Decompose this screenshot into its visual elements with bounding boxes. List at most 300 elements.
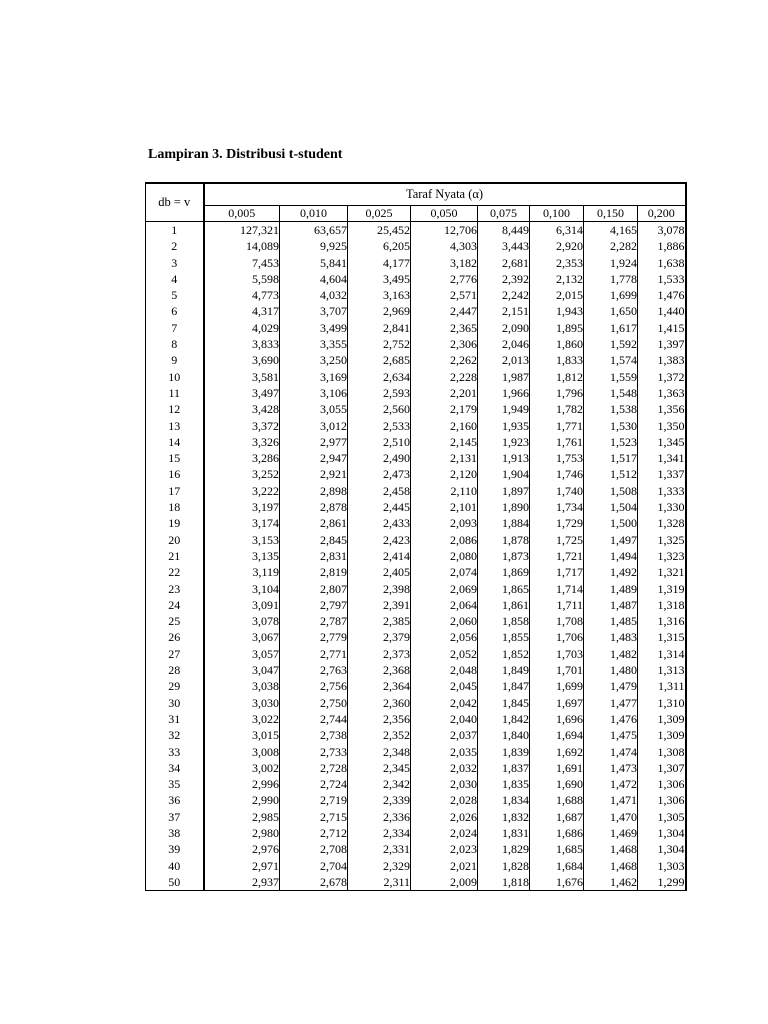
- value-cell: 2,819: [280, 564, 348, 580]
- db-cell: 5: [146, 287, 204, 303]
- value-cell: 3,008: [204, 744, 280, 760]
- value-cell: 1,533: [638, 271, 686, 287]
- value-cell: 2,776: [411, 271, 478, 287]
- value-cell: 1,904: [478, 466, 530, 482]
- value-cell: 2,032: [411, 760, 478, 776]
- value-cell: 1,592: [584, 336, 638, 352]
- value-cell: 3,169: [280, 369, 348, 385]
- level-header: 0,100: [530, 206, 584, 222]
- value-cell: 2,242: [478, 287, 530, 303]
- value-cell: 1,831: [478, 825, 530, 841]
- value-cell: 3,581: [204, 369, 280, 385]
- value-cell: 2,937: [204, 874, 280, 891]
- db-cell: 15: [146, 450, 204, 466]
- value-cell: 1,708: [530, 613, 584, 629]
- value-cell: 2,571: [411, 287, 478, 303]
- table-row: [146, 841, 686, 857]
- table-row: [146, 776, 686, 792]
- value-cell: 1,468: [584, 858, 638, 874]
- value-cell: 1,469: [584, 825, 638, 841]
- value-cell: 1,325: [638, 532, 686, 548]
- db-cell: 16: [146, 466, 204, 482]
- table-row: [146, 336, 686, 352]
- db-cell: 38: [146, 825, 204, 841]
- value-cell: 1,834: [478, 792, 530, 808]
- value-cell: 2,593: [348, 385, 411, 401]
- value-cell: 2,971: [204, 858, 280, 874]
- value-cell: 1,865: [478, 581, 530, 597]
- value-cell: 1,356: [638, 401, 686, 417]
- value-cell: 3,495: [348, 271, 411, 287]
- value-cell: 3,106: [280, 385, 348, 401]
- value-cell: 2,977: [280, 434, 348, 450]
- value-cell: 3,497: [204, 385, 280, 401]
- value-cell: 63,657: [280, 222, 348, 239]
- value-cell: 1,884: [478, 515, 530, 531]
- db-cell: 6: [146, 303, 204, 319]
- db-cell: 13: [146, 418, 204, 434]
- db-cell: 40: [146, 858, 204, 874]
- value-cell: 1,840: [478, 727, 530, 743]
- value-cell: 1,771: [530, 418, 584, 434]
- value-cell: 2,756: [280, 678, 348, 694]
- value-cell: 3,002: [204, 760, 280, 776]
- value-cell: 1,987: [478, 369, 530, 385]
- value-cell: 3,833: [204, 336, 280, 352]
- table-row: [146, 695, 686, 711]
- table-row: [146, 255, 686, 271]
- value-cell: 1,650: [584, 303, 638, 319]
- value-cell: 1,500: [584, 515, 638, 531]
- value-cell: 7,453: [204, 255, 280, 271]
- value-cell: 2,035: [411, 744, 478, 760]
- value-cell: 2,282: [584, 238, 638, 254]
- value-cell: 1,559: [584, 369, 638, 385]
- value-cell: 1,504: [584, 499, 638, 515]
- value-cell: 2,704: [280, 858, 348, 874]
- value-cell: 1,333: [638, 483, 686, 499]
- level-header: 0,005: [204, 206, 280, 222]
- value-cell: 3,252: [204, 466, 280, 482]
- value-cell: 1,895: [530, 320, 584, 336]
- value-cell: 2,015: [530, 287, 584, 303]
- value-cell: 1,476: [584, 711, 638, 727]
- value-cell: 2,797: [280, 597, 348, 613]
- value-cell: 3,153: [204, 532, 280, 548]
- value-cell: 1,796: [530, 385, 584, 401]
- value-cell: 2,678: [280, 874, 348, 891]
- table-row: [146, 646, 686, 662]
- value-cell: 1,833: [530, 352, 584, 368]
- value-cell: 1,316: [638, 613, 686, 629]
- value-cell: 1,479: [584, 678, 638, 694]
- value-cell: 1,849: [478, 662, 530, 678]
- value-cell: 1,688: [530, 792, 584, 808]
- value-cell: 2,080: [411, 548, 478, 564]
- value-cell: 3,135: [204, 548, 280, 564]
- value-cell: 2,738: [280, 727, 348, 743]
- value-cell: 1,943: [530, 303, 584, 319]
- value-cell: 1,328: [638, 515, 686, 531]
- value-cell: 2,980: [204, 825, 280, 841]
- value-cell: 1,761: [530, 434, 584, 450]
- value-cell: 2,947: [280, 450, 348, 466]
- value-cell: 2,334: [348, 825, 411, 841]
- value-cell: 3,707: [280, 303, 348, 319]
- value-cell: 3,012: [280, 418, 348, 434]
- value-cell: 1,485: [584, 613, 638, 629]
- value-cell: 2,379: [348, 629, 411, 645]
- value-cell: 1,878: [478, 532, 530, 548]
- value-cell: 1,306: [638, 792, 686, 808]
- value-cell: 1,311: [638, 678, 686, 694]
- value-cell: 1,345: [638, 434, 686, 450]
- value-cell: 1,476: [638, 287, 686, 303]
- value-cell: 1,638: [638, 255, 686, 271]
- value-cell: 2,779: [280, 629, 348, 645]
- table-row: [146, 532, 686, 548]
- value-cell: 1,740: [530, 483, 584, 499]
- value-cell: 1,753: [530, 450, 584, 466]
- db-cell: 1: [146, 222, 204, 239]
- value-cell: 1,721: [530, 548, 584, 564]
- value-cell: 2,473: [348, 466, 411, 482]
- value-cell: 1,315: [638, 629, 686, 645]
- value-cell: 1,372: [638, 369, 686, 385]
- db-cell: 39: [146, 841, 204, 857]
- db-cell: 36: [146, 792, 204, 808]
- value-cell: 1,711: [530, 597, 584, 613]
- value-cell: 1,855: [478, 629, 530, 645]
- value-cell: 1,837: [478, 760, 530, 776]
- value-cell: 2,373: [348, 646, 411, 662]
- value-cell: 1,746: [530, 466, 584, 482]
- value-cell: 1,440: [638, 303, 686, 319]
- value-cell: 1,782: [530, 401, 584, 417]
- value-cell: 9,925: [280, 238, 348, 254]
- value-cell: 1,309: [638, 727, 686, 743]
- value-cell: 2,110: [411, 483, 478, 499]
- value-cell: 2,490: [348, 450, 411, 466]
- value-cell: 2,201: [411, 385, 478, 401]
- db-cell: 12: [146, 401, 204, 417]
- value-cell: 1,676: [530, 874, 584, 891]
- value-cell: 1,494: [584, 548, 638, 564]
- value-cell: 6,205: [348, 238, 411, 254]
- value-cell: 1,684: [530, 858, 584, 874]
- value-cell: 2,744: [280, 711, 348, 727]
- value-cell: 2,045: [411, 678, 478, 694]
- value-cell: 1,508: [584, 483, 638, 499]
- value-cell: 1,363: [638, 385, 686, 401]
- table-row: [146, 450, 686, 466]
- value-cell: 3,355: [280, 336, 348, 352]
- value-cell: 1,306: [638, 776, 686, 792]
- table-row: [146, 385, 686, 401]
- value-cell: 2,331: [348, 841, 411, 857]
- value-cell: 2,179: [411, 401, 478, 417]
- level-header: 0,050: [411, 206, 478, 222]
- value-cell: 1,860: [530, 336, 584, 352]
- value-cell: 2,533: [348, 418, 411, 434]
- value-cell: 1,696: [530, 711, 584, 727]
- value-cell: 1,341: [638, 450, 686, 466]
- value-cell: 1,858: [478, 613, 530, 629]
- value-cell: 4,165: [584, 222, 638, 239]
- value-cell: 2,724: [280, 776, 348, 792]
- table-row: [146, 874, 686, 891]
- value-cell: 1,687: [530, 809, 584, 825]
- db-cell: 22: [146, 564, 204, 580]
- value-cell: 1,477: [584, 695, 638, 711]
- value-cell: 2,052: [411, 646, 478, 662]
- table-row: [146, 727, 686, 743]
- value-cell: 1,835: [478, 776, 530, 792]
- value-cell: 2,060: [411, 613, 478, 629]
- table-row: [146, 499, 686, 515]
- value-cell: 4,029: [204, 320, 280, 336]
- value-cell: 2,445: [348, 499, 411, 515]
- alpha-header: Taraf Nyata (α): [204, 183, 686, 206]
- value-cell: 2,423: [348, 532, 411, 548]
- table-row: [146, 760, 686, 776]
- value-cell: 2,040: [411, 711, 478, 727]
- db-cell: 11: [146, 385, 204, 401]
- value-cell: 3,015: [204, 727, 280, 743]
- value-cell: 2,763: [280, 662, 348, 678]
- value-cell: 3,443: [478, 238, 530, 254]
- value-cell: 2,037: [411, 727, 478, 743]
- value-cell: 1,778: [584, 271, 638, 287]
- value-cell: 2,685: [348, 352, 411, 368]
- value-cell: 3,078: [204, 613, 280, 629]
- value-cell: 3,182: [411, 255, 478, 271]
- table-row: [146, 418, 686, 434]
- db-cell: 24: [146, 597, 204, 613]
- db-cell: 21: [146, 548, 204, 564]
- value-cell: 1,468: [584, 841, 638, 857]
- value-cell: 2,560: [348, 401, 411, 417]
- value-cell: 1,692: [530, 744, 584, 760]
- value-cell: 3,119: [204, 564, 280, 580]
- value-cell: 1,483: [584, 629, 638, 645]
- db-cell: 9: [146, 352, 204, 368]
- value-cell: 2,101: [411, 499, 478, 515]
- value-cell: 2,845: [280, 532, 348, 548]
- value-cell: 3,690: [204, 352, 280, 368]
- value-cell: 1,861: [478, 597, 530, 613]
- value-cell: 1,691: [530, 760, 584, 776]
- value-cell: 2,368: [348, 662, 411, 678]
- value-cell: 1,304: [638, 841, 686, 857]
- value-cell: 2,131: [411, 450, 478, 466]
- value-cell: 1,935: [478, 418, 530, 434]
- value-cell: 1,699: [530, 678, 584, 694]
- value-cell: 2,831: [280, 548, 348, 564]
- value-cell: 2,090: [478, 320, 530, 336]
- value-cell: 3,030: [204, 695, 280, 711]
- value-cell: 1,686: [530, 825, 584, 841]
- value-cell: 2,342: [348, 776, 411, 792]
- value-cell: 2,712: [280, 825, 348, 841]
- db-cell: 26: [146, 629, 204, 645]
- value-cell: 1,474: [584, 744, 638, 760]
- value-cell: 1,890: [478, 499, 530, 515]
- db-cell: 37: [146, 809, 204, 825]
- value-cell: 1,847: [478, 678, 530, 694]
- value-cell: 1,717: [530, 564, 584, 580]
- value-cell: 2,414: [348, 548, 411, 564]
- db-cell: 8: [146, 336, 204, 352]
- value-cell: 2,750: [280, 695, 348, 711]
- value-cell: 1,839: [478, 744, 530, 760]
- page-title: Lampiran 3. Distribusi t-student: [148, 147, 343, 162]
- value-cell: 3,250: [280, 352, 348, 368]
- value-cell: 3,047: [204, 662, 280, 678]
- value-cell: 3,174: [204, 515, 280, 531]
- table-row: [146, 613, 686, 629]
- value-cell: 1,462: [584, 874, 638, 891]
- value-cell: 1,482: [584, 646, 638, 662]
- table-row: [146, 369, 686, 385]
- value-cell: 1,617: [584, 320, 638, 336]
- value-cell: 1,818: [478, 874, 530, 891]
- value-cell: 4,604: [280, 271, 348, 287]
- value-cell: 1,701: [530, 662, 584, 678]
- value-cell: 2,311: [348, 874, 411, 891]
- value-cell: 2,391: [348, 597, 411, 613]
- value-cell: 2,681: [478, 255, 530, 271]
- value-cell: 1,323: [638, 548, 686, 564]
- value-cell: 2,048: [411, 662, 478, 678]
- value-cell: 1,869: [478, 564, 530, 580]
- db-cell: 28: [146, 662, 204, 678]
- value-cell: 1,690: [530, 776, 584, 792]
- value-cell: 14,089: [204, 238, 280, 254]
- value-cell: 1,473: [584, 760, 638, 776]
- value-cell: 1,471: [584, 792, 638, 808]
- value-cell: 2,086: [411, 532, 478, 548]
- value-cell: 2,336: [348, 809, 411, 825]
- db-cell: 30: [146, 695, 204, 711]
- value-cell: 2,364: [348, 678, 411, 694]
- value-cell: 3,022: [204, 711, 280, 727]
- value-cell: 1,548: [584, 385, 638, 401]
- db-cell: 10: [146, 369, 204, 385]
- level-header: 0,075: [478, 206, 530, 222]
- value-cell: 1,734: [530, 499, 584, 515]
- value-cell: 1,913: [478, 450, 530, 466]
- db-cell: 2: [146, 238, 204, 254]
- level-header: 0,150: [584, 206, 638, 222]
- value-cell: 2,151: [478, 303, 530, 319]
- value-cell: 1,319: [638, 581, 686, 597]
- value-cell: 1,923: [478, 434, 530, 450]
- value-cell: 1,924: [584, 255, 638, 271]
- table-row: [146, 287, 686, 303]
- db-cell: 4: [146, 271, 204, 287]
- table-row: [146, 352, 686, 368]
- value-cell: 2,985: [204, 809, 280, 825]
- db-cell: 31: [146, 711, 204, 727]
- value-cell: 1,685: [530, 841, 584, 857]
- value-cell: 2,028: [411, 792, 478, 808]
- value-cell: 1,530: [584, 418, 638, 434]
- value-cell: 2,056: [411, 629, 478, 645]
- value-cell: 8,449: [478, 222, 530, 239]
- table-row: [146, 434, 686, 450]
- table-row: [146, 858, 686, 874]
- value-cell: 2,752: [348, 336, 411, 352]
- value-cell: 1,694: [530, 727, 584, 743]
- value-cell: 3,057: [204, 646, 280, 662]
- table-row: [146, 515, 686, 531]
- value-cell: 1,304: [638, 825, 686, 841]
- value-cell: 2,074: [411, 564, 478, 580]
- db-cell: 25: [146, 613, 204, 629]
- value-cell: 3,499: [280, 320, 348, 336]
- db-cell: 50: [146, 874, 204, 891]
- value-cell: 2,356: [348, 711, 411, 727]
- value-cell: 25,452: [348, 222, 411, 239]
- value-cell: 2,093: [411, 515, 478, 531]
- table-row: [146, 809, 686, 825]
- value-cell: 1,350: [638, 418, 686, 434]
- value-cell: 2,898: [280, 483, 348, 499]
- value-cell: 2,353: [530, 255, 584, 271]
- value-cell: 1,330: [638, 499, 686, 515]
- value-cell: 1,472: [584, 776, 638, 792]
- value-cell: 2,728: [280, 760, 348, 776]
- value-cell: 2,807: [280, 581, 348, 597]
- value-cell: 1,949: [478, 401, 530, 417]
- value-cell: 2,861: [280, 515, 348, 531]
- value-cell: 2,771: [280, 646, 348, 662]
- value-cell: 2,064: [411, 597, 478, 613]
- value-cell: 2,458: [348, 483, 411, 499]
- value-cell: 1,697: [530, 695, 584, 711]
- value-cell: 2,715: [280, 809, 348, 825]
- value-cell: 2,026: [411, 809, 478, 825]
- value-cell: 1,812: [530, 369, 584, 385]
- value-cell: 3,222: [204, 483, 280, 499]
- value-cell: 1,415: [638, 320, 686, 336]
- value-cell: 1,492: [584, 564, 638, 580]
- value-cell: 2,996: [204, 776, 280, 792]
- value-cell: 2,385: [348, 613, 411, 629]
- table-row: [146, 678, 686, 694]
- value-cell: 3,372: [204, 418, 280, 434]
- value-cell: 1,699: [584, 287, 638, 303]
- value-cell: 1,873: [478, 548, 530, 564]
- value-cell: 1,397: [638, 336, 686, 352]
- value-cell: 2,132: [530, 271, 584, 287]
- value-cell: 2,145: [411, 434, 478, 450]
- table-row: [146, 303, 686, 319]
- table-row: [146, 792, 686, 808]
- value-cell: 1,842: [478, 711, 530, 727]
- value-cell: 1,307: [638, 760, 686, 776]
- value-cell: 2,046: [478, 336, 530, 352]
- value-cell: 3,078: [638, 222, 686, 239]
- value-cell: 1,305: [638, 809, 686, 825]
- value-cell: 4,032: [280, 287, 348, 303]
- db-cell: 14: [146, 434, 204, 450]
- value-cell: 1,714: [530, 581, 584, 597]
- value-cell: 2,228: [411, 369, 478, 385]
- value-cell: 2,345: [348, 760, 411, 776]
- db-cell: 29: [146, 678, 204, 694]
